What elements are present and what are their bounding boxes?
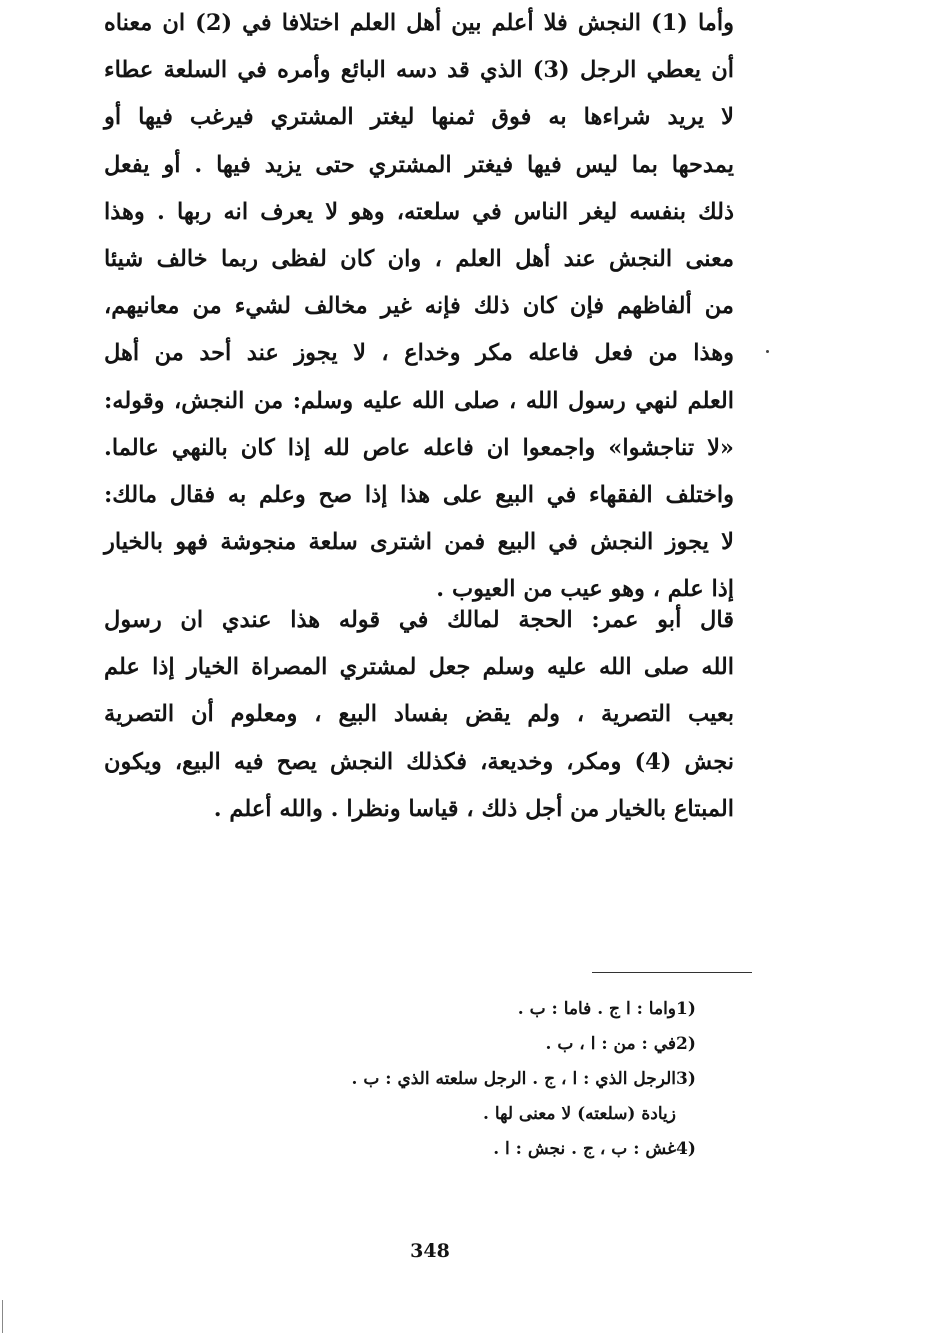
footnote-text: واما : ا ج . فاما : ب . <box>517 999 676 1019</box>
text-line: واختلف الفقهاء في البيع على هذا إذا صح وعلم به فقال مالك: <box>104 482 734 509</box>
footnote-number: 2) <box>676 1034 696 1054</box>
footnote-number: 4) <box>676 1139 696 1159</box>
footnote-2 <box>260 1027 710 1062</box>
footnote-text: غش : ب ، ج . نجش : ا . <box>493 1139 676 1159</box>
text-line: نجش (4) ومكر، وخديعة، فكذلك النجش يصح فيه البيع، ويكون <box>104 748 734 775</box>
margin-mark <box>766 350 769 353</box>
text-line: يمدحها بما ليس فيها فيغتر المشتري حتى يزيد فيها . أو يفعل <box>104 151 734 178</box>
text-line: المبتاع بالخيار من أجل ذلك ، قياسا ونظرا . والله أعلم . <box>213 795 734 822</box>
paragraph-1 <box>104 0 734 614</box>
footnote-text: الرجل الذي : ا ، ج . الرجل سلعته الذي : ب . <box>351 1069 676 1089</box>
footnote-number: 1) <box>676 999 696 1019</box>
footnote-1 <box>260 992 710 1027</box>
text-line: إذا علم ، وهو عيب من العيوب . <box>436 576 734 603</box>
text-line: بعيب التصرية ، ولم يقض بفساد البيع ، ومعلوم أن التصرية <box>104 701 734 728</box>
footnote-4 <box>260 1132 710 1167</box>
text-line: وأما (1) النجش فلا أعلم بين أهل العلم اختلافا في (2) ان معناه <box>104 10 734 36</box>
footnote-3 <box>260 1062 710 1097</box>
footnote-separator <box>592 972 752 973</box>
page-number: 348 <box>410 1240 450 1262</box>
text-line: من ألفاظهم فإن كان ذلك فإنه غير مخالف لشيء من معانيهم، <box>104 293 734 320</box>
scan-edge-mark <box>2 1300 3 1333</box>
footnote-number: 3) <box>676 1069 696 1089</box>
text-line: لا يجوز النجش في البيع فمن اشترى سلعة منجوشة فهو بالخيار <box>104 529 734 556</box>
text-line: لا يريد شراءها به فوق ثمنها ليغتر المشتري فيرغب فيها أو <box>104 104 734 131</box>
text-line: معنى النجش عند أهل العلم ، وان كان لفظى ربما خالف شيئا <box>104 246 734 273</box>
text-line: الله صلى الله عليه وسلم جعل لمشتري المصراة الخيار إذا علم <box>104 654 734 681</box>
footnotes <box>260 992 710 1167</box>
text-line: «لا تناجشوا» واجمعوا ان فاعله عاص لله إذا كان بالنهي عالما. <box>104 434 734 461</box>
text-line: أن يعطي الرجل (3) الذي قد دسه البائع وأمره في السلعة عطاء <box>104 57 735 84</box>
text-line: قال أبو عمر: الحجة لمالك في قوله هذا عندي ان رسول <box>104 607 734 633</box>
text-line: ذلك بنفسه ليغر الناس في سلعته، وهو لا يعرف انه ربها . وهذا <box>104 198 734 225</box>
footnote-text: في : من : ا ، ب . <box>545 1034 676 1054</box>
paragraph-2 <box>104 597 734 833</box>
text-line: العلم لنهي رسول الله ، صلى الله عليه وسلم: من النجش، وقوله: <box>104 387 734 414</box>
text-line: وهذا من فعل فاعله مكر وخداع ، لا يجوز عند أحد من أهل <box>104 340 734 367</box>
footnote-3-continuation: زيادة (سلعته) لا معنى لها . <box>482 1104 676 1124</box>
